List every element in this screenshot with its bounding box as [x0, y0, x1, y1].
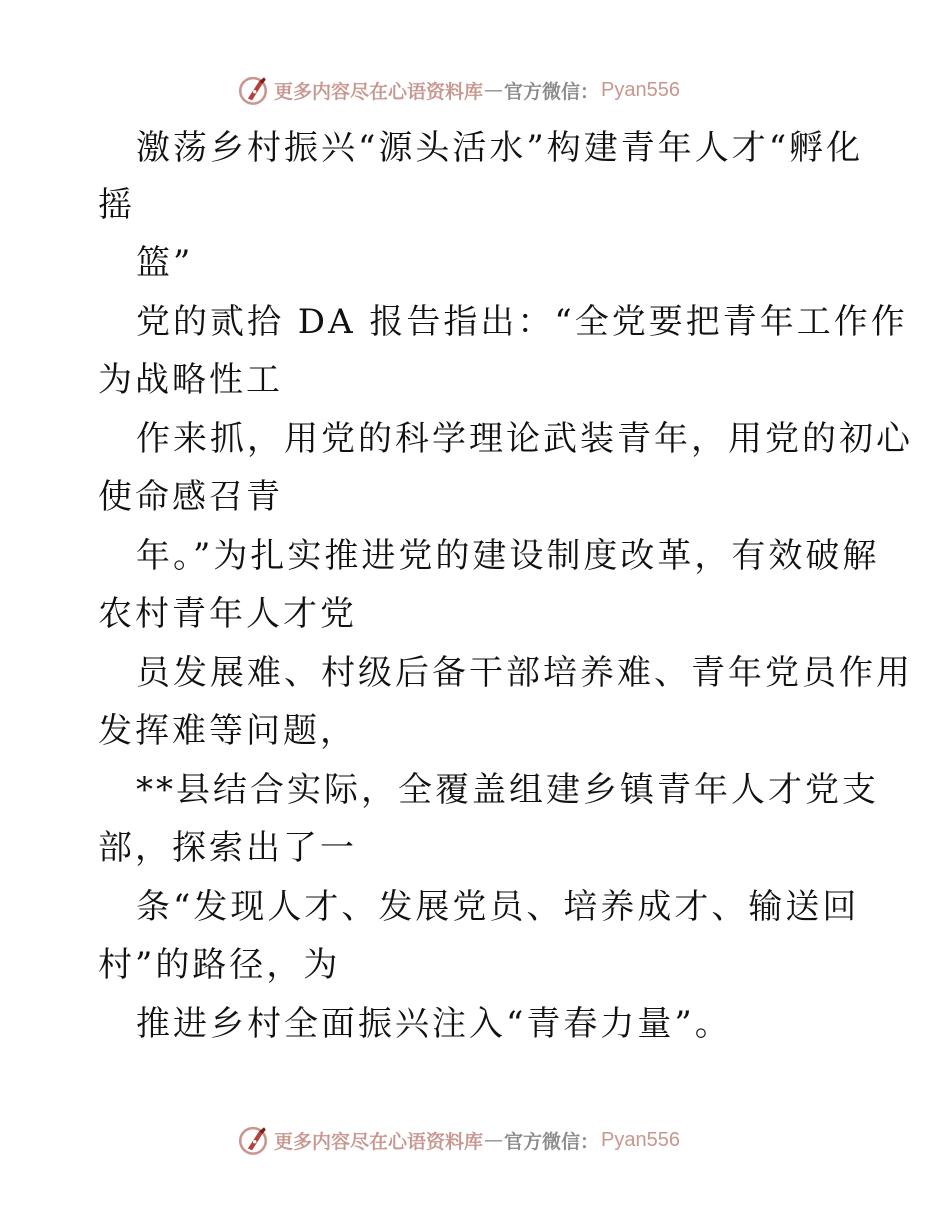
text-line: 为战略性工	[98, 360, 283, 400]
text-line: 员发展难、村级后备干部培养难、青年党员作用	[136, 653, 913, 693]
text-line: 部，探索出了一	[98, 828, 357, 868]
text-line: 条“发现人才、发展党员、培养成才、输送回	[136, 887, 860, 927]
text-line: 推进乡村全面振兴注入“青春力量”。	[136, 1004, 732, 1044]
text-line: 年。”为扎实推进党的建设制度改革，有效破解	[136, 536, 880, 576]
footer-watermark	[236, 1122, 680, 1158]
watermark-text: 更多内容尽在心语资料库	[274, 1130, 484, 1153]
watermark-separator: —	[484, 1129, 504, 1151]
text-line: 发挥难等问题，	[98, 711, 357, 751]
text-line: 使命感召青	[98, 477, 283, 517]
watermark-text: 更多内容尽在心语资料库	[274, 80, 484, 103]
pen-nib-circle-icon	[236, 1123, 270, 1157]
watermark-label: 官方微信：	[504, 80, 600, 103]
text-line: 村”的路径，为	[98, 945, 341, 985]
text-line: 激荡乡村振兴“源头活水”构建青年人才“孵化	[136, 128, 864, 168]
watermark-id: Pyan556	[601, 1128, 680, 1151]
header-watermark	[236, 72, 680, 108]
text-line: 党的贰拾 DA 报告指出：“全党要把青年工作作	[136, 302, 908, 342]
text-line: 作来抓，用党的科学理论武装青年，用党的初心	[136, 419, 913, 459]
watermark-id: Pyan556	[601, 78, 680, 101]
text-line: 摇	[98, 185, 135, 225]
text-line: **县结合实际，全覆盖组建乡镇青年人才党支	[136, 770, 879, 810]
text-line: 农村青年人才党	[98, 594, 357, 634]
watermark-label: 官方微信：	[504, 1130, 600, 1153]
pen-nib-circle-icon	[236, 73, 270, 107]
watermark-separator: —	[484, 79, 504, 101]
text-line: 篮”	[136, 243, 194, 283]
